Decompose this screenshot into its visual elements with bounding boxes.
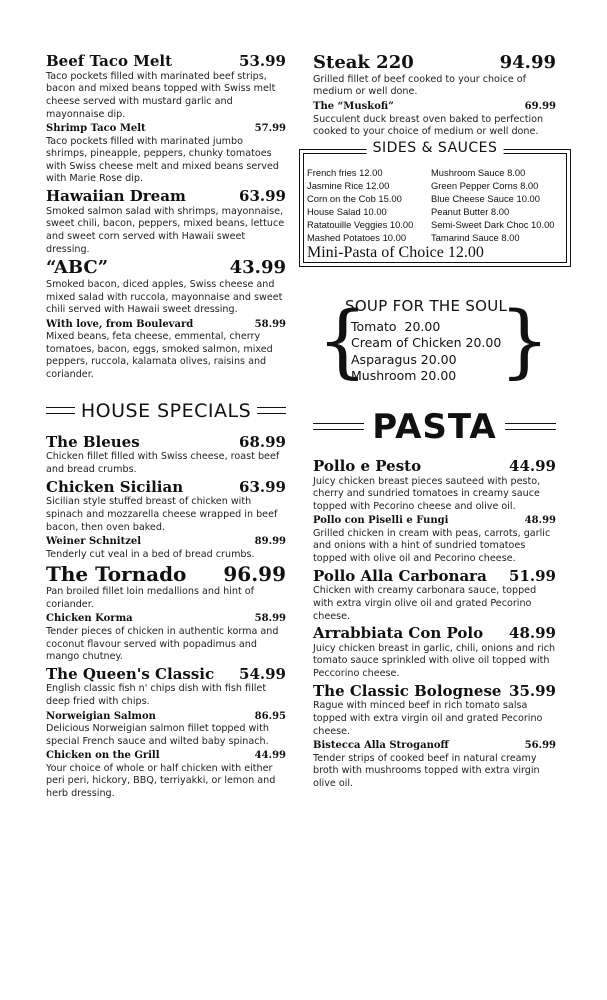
- menu-item-description: Smoked salmon salad with shrimps, mayonnaise, sweet chili, bacon, peppers, mixed beans, lettuce and sweet corn served with Hawaii sweet dressing.: [46, 205, 285, 255]
- menu-item-price: 86.95: [254, 710, 286, 722]
- menu-item-name: Pollo Alla Carbonara: [313, 566, 487, 585]
- soup-item: Asparagus 20.00: [351, 351, 457, 367]
- menu-item-header: [313, 102, 556, 113]
- menu-item-description: Grilled fillet of beef cooked to your choice of medium or well done.: [313, 73, 527, 98]
- menu-item-name: Norweigian Salmon: [46, 710, 156, 722]
- menu-item-price: 69.99: [524, 101, 556, 113]
- menu-item-name: Beef Taco Melt: [46, 52, 173, 70]
- menu-item-price: 89.99: [254, 536, 286, 548]
- menu-item-price: 63.99: [239, 187, 286, 205]
- menu-item-name: The Bleues: [46, 432, 140, 451]
- menu-item-description: Tender strips of cooked beef in natural creamy broth with mushrooms topped with extra virgin olive oil.: [313, 752, 540, 789]
- menu-item-header: [313, 741, 556, 752]
- left-column: [46, 54, 286, 804]
- menu-item-price: 96.99: [223, 562, 286, 587]
- menu-item-price: 44.99: [509, 456, 556, 475]
- heading-rule: [505, 423, 556, 430]
- heading-rule: [46, 407, 75, 414]
- menu-item-name: The Tornado: [46, 562, 187, 587]
- menu-item-chicken-korma: [46, 614, 286, 663]
- sides-full-line: Mini-Pasta of Choice 12.00: [307, 243, 484, 261]
- menu-item-name: Chicken on the Grill: [46, 750, 160, 762]
- menu-item-description: Tender pieces of chicken in authentic korma and coconut flavour served with popadimus and mango chutney.: [46, 625, 279, 663]
- menu-item-price: 53.99: [239, 52, 286, 70]
- menu-item-description: Pan broiled fillet loin medallions and hint of coriander.: [46, 586, 255, 610]
- menu-item-name: “ABC”: [46, 257, 109, 279]
- menu-item-name: Bistecca Alla Stroganoff: [313, 740, 449, 752]
- menu-item-name: The Classic Bolognese: [313, 681, 502, 700]
- soup-section: [317, 293, 556, 395]
- pasta-list: [313, 456, 556, 791]
- menu-item-price: 68.99: [239, 432, 286, 451]
- menu-item-name: Weiner Schnitzel: [46, 536, 142, 548]
- menu-item-name: The “Muskofi”: [313, 101, 394, 113]
- left-top-list: [46, 54, 286, 382]
- left-brace-icon: {: [317, 293, 368, 387]
- menu-item-price: 48.99: [509, 624, 556, 643]
- pasta-heading: [313, 406, 556, 447]
- menu-item-header: [313, 456, 556, 475]
- menu-item-price: 51.99: [509, 566, 556, 585]
- menu-item-description: Juicy chicken breast pieces sauteed with pesto, cherry and sundried tomatoes in creamy sauce topped with Pecorino cheese and olive oil.: [313, 475, 541, 512]
- sides-grid: [307, 166, 565, 244]
- sauce-item: Semi-Sweet Dark Choc 10.00: [431, 218, 555, 230]
- menu-item-the-bleues: [46, 432, 286, 477]
- menu-item-weiner-schnitzel: [46, 537, 286, 561]
- right-column: [307, 52, 556, 793]
- menu-item-name: Pollo e Pesto: [313, 456, 422, 475]
- menu-item-with-love-from-boulevard: [46, 320, 286, 382]
- side-item: French fries 12.00: [307, 166, 383, 178]
- menu-item-bistecca-alla-stroganoff: [313, 741, 556, 790]
- menu-item-pollo-alla-carbonara: [313, 566, 556, 624]
- menu-item-chicken-on-the-grill: [46, 751, 286, 800]
- menu-item-header: [46, 432, 286, 451]
- menu-item-arrabbiata-con-polo: [313, 626, 556, 681]
- menu-item-header: [46, 189, 286, 205]
- menu-item-price: 54.99: [239, 664, 286, 683]
- menu-item-price: 57.99: [254, 123, 286, 135]
- menu-item-beef-taco-melt: [46, 54, 286, 121]
- menu-item-description: Rague with minced beef in rich tomato salsa topped with extra virgin oil and grated Pecorino cheese.: [313, 700, 543, 737]
- menu-item-pollo-e-pesto: [313, 456, 556, 514]
- menu-item-description: English classic fish n' chips dish with fish fillet deep fried with chips.: [46, 683, 267, 708]
- menu-item-description: Delicious Norweigian salmon fillet topped with special French sauce and wilted baby spinach.: [46, 723, 269, 747]
- menu-item-shrimp-taco-melt: [46, 124, 286, 186]
- menu-item-header: [46, 54, 286, 70]
- sauce-item: Green Pepper Corns 8.00: [431, 179, 539, 191]
- menu-item-header: [46, 564, 286, 585]
- menu-item-price: 44.99: [254, 750, 286, 762]
- heading-rule: [313, 423, 364, 430]
- sides-title: SIDES & SAUCES: [367, 140, 504, 156]
- menu-item-pollo-con-piselli-e-fungi: [313, 516, 556, 565]
- menu-item-price: 58.99: [254, 318, 286, 330]
- soup-list: [351, 319, 501, 385]
- menu-item-description: Succulent duck breast oven baked to perfection cooked to your choice of medium or well done.: [313, 113, 544, 138]
- sauce-item: Mushroom Sauce 8.00: [431, 166, 526, 178]
- soup-item: Mushroom 20.00: [351, 368, 457, 384]
- sauces-right-column: [431, 166, 565, 244]
- pasta-title: PASTA: [372, 406, 497, 447]
- menu-item-header: [313, 566, 556, 585]
- sides-left-column: [307, 166, 431, 244]
- menu-item-header: [313, 681, 556, 700]
- menu-item-price: 56.99: [524, 740, 556, 752]
- menu-item-description: Taco pockets filled with marinated beef strips, bacon and mixed beans topped with Swiss melt cheese served with mustard garlic and mayonnaise dip.: [46, 70, 276, 120]
- menu-item-price: 63.99: [239, 477, 286, 496]
- menu-item-price: 35.99: [509, 681, 556, 700]
- house-specials-heading: [46, 400, 286, 422]
- menu-item-header: [46, 477, 286, 496]
- menu-item-description: Chicken fillet filled with Swiss cheese, roast beef and bread crumbs.: [46, 451, 280, 476]
- menu-item-the-tornado: [46, 564, 286, 611]
- house-specials-list: [46, 432, 286, 801]
- side-item: House Salad 10.00: [307, 205, 387, 217]
- menu-item-chicken-sicilian: [46, 477, 286, 535]
- menu-item-name: Chicken Sicilian: [46, 477, 184, 496]
- menu-item-name: Steak 220: [313, 52, 414, 73]
- menu-item-name: Shrimp Taco Melt: [46, 123, 146, 135]
- menu-item-description: Smoked bacon, diced apples, Swiss cheese and mixed salad with ruccola, mayonnaise and sweet chili served with Hawaii sweet dressing.: [46, 279, 283, 316]
- menu-item-description: Chicken with creamy carbonara sauce, topped with extra virgin olive oil and grated Pecorino cheese.: [313, 585, 537, 622]
- menu-item-name: Pollo con Piselli e Fungi: [313, 515, 449, 527]
- menu-item-header: [46, 320, 286, 331]
- menu-item-description: Taco pockets filled with marinated jumbo shrimps, pineapple, peppers, chunky tomatoes with Swiss cheese melt and mixed beans served with Marie Rose dip.: [46, 135, 279, 185]
- menu-item-header: [313, 54, 556, 73]
- menu-item-abc: [46, 259, 286, 317]
- sauce-item: Peanut Butter 8.00: [431, 205, 510, 217]
- menu-item-name: Arrabbiata Con Polo: [313, 624, 484, 643]
- side-item: Corn on the Cob 15.00: [307, 192, 402, 204]
- soup-item: Cream of Chicken 20.00: [351, 335, 502, 351]
- menu-item-description: Grilled chicken in cream with peas, carrots, garlic and onions with a hint of sundried tomatoes topped with olive oil and Pecorino cheese.: [313, 527, 551, 564]
- sauce-item: Blue Cheese Sauce 10.00: [431, 192, 540, 204]
- right-top-list: [313, 54, 556, 139]
- menu-item-name: The Queen's Classic: [46, 664, 215, 683]
- menu-item-steak-220: [313, 54, 556, 99]
- menu-item-header: [46, 259, 286, 278]
- menu-item-norweigian-salmon: [46, 712, 286, 749]
- right-brace-icon: }: [499, 293, 550, 387]
- menu-item-price: 48.99: [524, 515, 556, 527]
- soup-title: SOUP FOR THE SOUL: [345, 296, 508, 315]
- menu-item-description: Sicilian style stuffed breast of chicken with spinach and mozzarella cheese wrapped in beef bacon, then oven baked.: [46, 496, 278, 533]
- menu-item-price: 58.99: [254, 613, 286, 625]
- menu-item-header: [46, 712, 286, 723]
- menu-item-header: [313, 626, 556, 642]
- menu-item-name: Chicken Korma: [46, 613, 133, 625]
- menu-item-the-muskofi: [313, 102, 556, 139]
- menu-item-price: 43.99: [229, 257, 286, 279]
- menu-item-header: [46, 537, 286, 548]
- menu-item-header: [46, 124, 286, 135]
- menu-item-header: [313, 516, 556, 527]
- menu-item-hawaiian-dream: [46, 189, 286, 256]
- menu-item-price: 94.99: [499, 52, 556, 73]
- side-item: Jasmine Rice 12.00: [307, 179, 390, 191]
- sauce-item: Tamarind Sauce 8.00: [431, 231, 520, 243]
- menu-item-the-queen-s-classic: [46, 664, 286, 709]
- menu-item-description: Your choice of whole or half chicken with either peri peri, hickory, BBQ, terriyakki, or lemon and herb dressing.: [46, 762, 276, 800]
- menu-item-name: With love, from Boulevard: [46, 318, 194, 330]
- menu-item-name: Hawaiian Dream: [46, 187, 186, 205]
- house-specials-title: HOUSE SPECIALS: [80, 399, 252, 422]
- menu-item-description: Tenderly cut veal in a bed of bread crumbs.: [46, 548, 255, 560]
- menu-item-header: [46, 751, 286, 762]
- menu-item-description: Juicy chicken breast in garlic, chili, onions and rich tomato sauce sprinkled with olive oil topped with Peccorino cheese.: [313, 642, 556, 680]
- menu-item-header: [46, 614, 286, 625]
- side-item: Ratatouille Veggies 10.00: [307, 218, 414, 230]
- sides-and-sauces-box: [299, 139, 571, 267]
- menu-item-the-classic-bolognese: [313, 681, 556, 739]
- heading-rule: [257, 407, 286, 414]
- menu-item-description: Mixed beans, feta cheese, emmental, cherry tomatoes, bacon, eggs, smoked salmon, mixed peppers, ruccola, kalamata olives, raisins and coriander.: [46, 331, 273, 381]
- side-item: Mashed Potatoes 10.00: [307, 231, 407, 243]
- soup-item: Tomato 20.00: [351, 318, 441, 334]
- menu-item-header: [46, 664, 286, 683]
